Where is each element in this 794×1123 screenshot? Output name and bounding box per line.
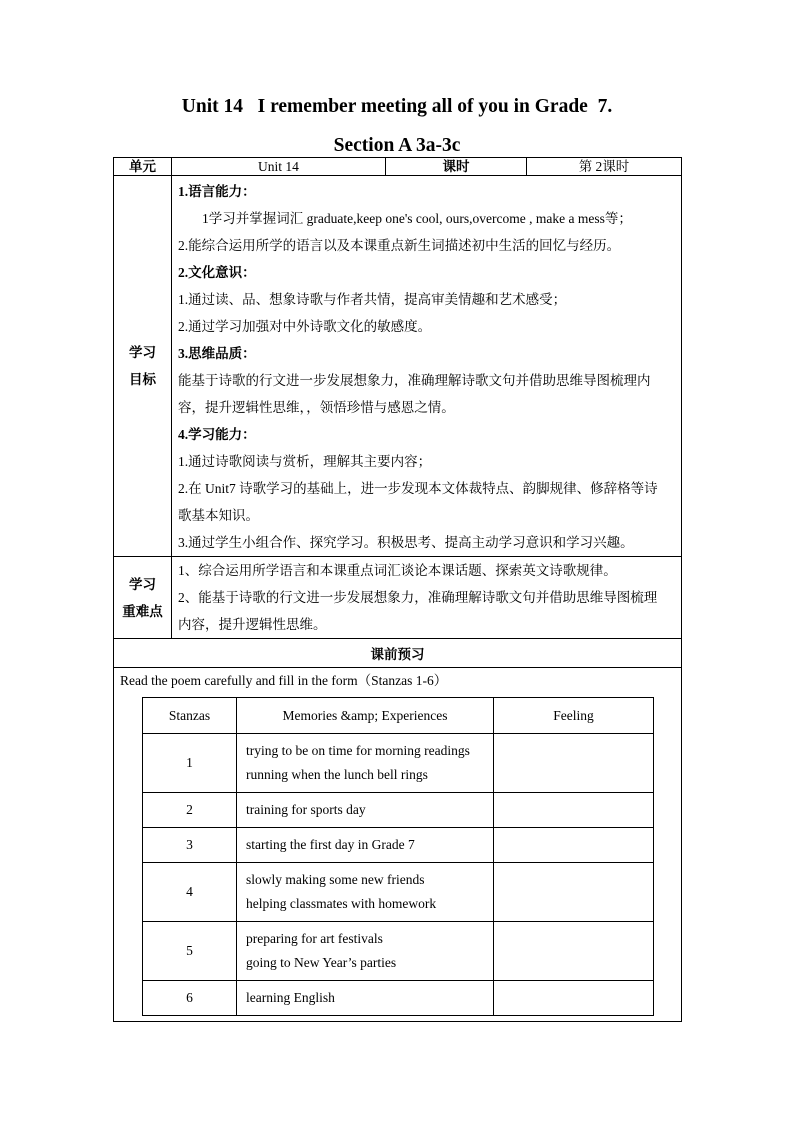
feeling-cell[interactable] (494, 922, 654, 981)
objective-line: 能基于诗歌的行文进一步发展想象力，准确理解诗歌文句并借助思维导图梳理内 (178, 373, 651, 388)
form-row-4 (143, 863, 654, 922)
key-points-row (114, 557, 682, 639)
stanza-number: 1 (143, 734, 237, 793)
objective-line: 2.文化意识： (178, 265, 256, 280)
period-label: 课时 (386, 158, 527, 176)
objectives-label-line1: 学习 (129, 345, 156, 360)
feeling-cell[interactable] (494, 863, 654, 922)
key-points-content (172, 557, 682, 639)
preview-content (114, 668, 682, 1022)
objective-line: 3.通过学生小组合作、探究学习。积极思考、提高主动学习意识和学习兴趣。 (178, 535, 634, 550)
lesson-plan-table (113, 157, 682, 1022)
key-points-label (114, 557, 172, 639)
memories-cell (237, 922, 494, 981)
objectives-row (114, 176, 682, 557)
form-header-row (143, 698, 654, 734)
stanza-number: 3 (143, 828, 237, 863)
objective-line: 2.通过学习加强对中外诗歌文化的敏感度。 (178, 319, 432, 334)
form-row-5 (143, 922, 654, 981)
memories-cell (237, 863, 494, 922)
column-header-memories: Memories &amp; Experiences (237, 698, 494, 734)
feeling-cell[interactable] (494, 828, 654, 863)
feeling-cell[interactable] (494, 981, 654, 1016)
stanza-number: 6 (143, 981, 237, 1016)
header-row (114, 158, 682, 176)
document-subtitle: Section A 3a-3c (333, 135, 461, 156)
memory-line: going to New Year’s parties (246, 955, 397, 970)
form-row-2 (143, 793, 654, 828)
memory-line: slowly making some new friends (246, 872, 425, 887)
memory-line: helping classmates with homework (246, 896, 437, 911)
objective-line: 1.通过诗歌阅读与赏析，理解其主要内容； (178, 454, 432, 469)
objective-line: 3.思维品质： (178, 346, 256, 361)
memory-line: learning English (246, 990, 335, 1005)
objective-line: 歌基本知识。 (178, 508, 259, 523)
memories-cell (237, 793, 494, 828)
key-point-line: 2、能基于诗歌的行文进一步发展想象力，准确理解诗歌文句并借助思维导图梳理 (178, 590, 658, 605)
memories-form-table (142, 697, 654, 1016)
period-value: 第 2课时 (527, 158, 682, 176)
objective-line: 4.学习能力： (178, 427, 256, 442)
objectives-label-line2: 目标 (129, 372, 156, 387)
objectives-content (172, 176, 682, 557)
preview-header-row (114, 639, 682, 668)
form-row-3 (143, 828, 654, 863)
feeling-cell[interactable] (494, 734, 654, 793)
memory-line: starting the first day in Grade 7 (246, 837, 415, 852)
column-header-stanzas: Stanzas (143, 698, 237, 734)
memory-line: running when the lunch bell rings (246, 767, 428, 782)
objectives-label (114, 176, 172, 557)
memories-cell (237, 981, 494, 1016)
key-points-label-line1: 学习 (129, 576, 156, 592)
objective-line: 1.语言能力： (178, 184, 256, 199)
stanza-number: 4 (143, 863, 237, 922)
preview-label: 课前预习 (114, 639, 682, 668)
objective-line: 1.通过读、品、想象诗歌与作者共情，提高审美情趣和艺术感受； (178, 292, 567, 307)
memories-cell (237, 734, 494, 793)
form-row-6 (143, 981, 654, 1016)
stanza-number: 2 (143, 793, 237, 828)
objective-line: 2.在 Unit7 诗歌学习的基础上，进一步发现本文体裁特点、韵脚规律、修辞格等诗 (178, 481, 658, 496)
preview-instruction: Read the poem carefully and fill in the form（Stanzas 1-6） (120, 673, 448, 688)
key-point-line: 1、综合运用所学语言和本课重点词汇谈论本课话题、探索英文诗歌规律。 (178, 563, 617, 578)
document-title: Unit 14 I remember meeting all of you in Grade 7. (181, 96, 613, 117)
objective-line: 1学习并掌握词汇 graduate,keep one's cool, ours,overcome , make a mess等； (202, 211, 632, 226)
unit-label: 单元 (114, 158, 172, 176)
memory-line: training for sports day (246, 802, 366, 817)
objective-line: 2.能综合运用所学的语言以及本课重点新生词描述初中生活的回忆与经历。 (178, 238, 621, 253)
stanza-number: 5 (143, 922, 237, 981)
column-header-feeling: Feeling (494, 698, 654, 734)
feeling-cell[interactable] (494, 793, 654, 828)
form-row-1 (143, 734, 654, 793)
preview-content-row (114, 668, 682, 1022)
memories-cell (237, 828, 494, 863)
memory-line: trying to be on time for morning readings (246, 743, 470, 758)
objective-line: 容，提升逻辑性思维，，领悟珍惜与感恩之情。 (178, 400, 455, 415)
key-point-line: 内容，提升逻辑性思维。 (178, 617, 327, 632)
unit-value: Unit 14 (172, 158, 386, 176)
key-points-label-line2: 重难点 (122, 603, 163, 619)
memory-line: preparing for art festivals (246, 931, 383, 946)
